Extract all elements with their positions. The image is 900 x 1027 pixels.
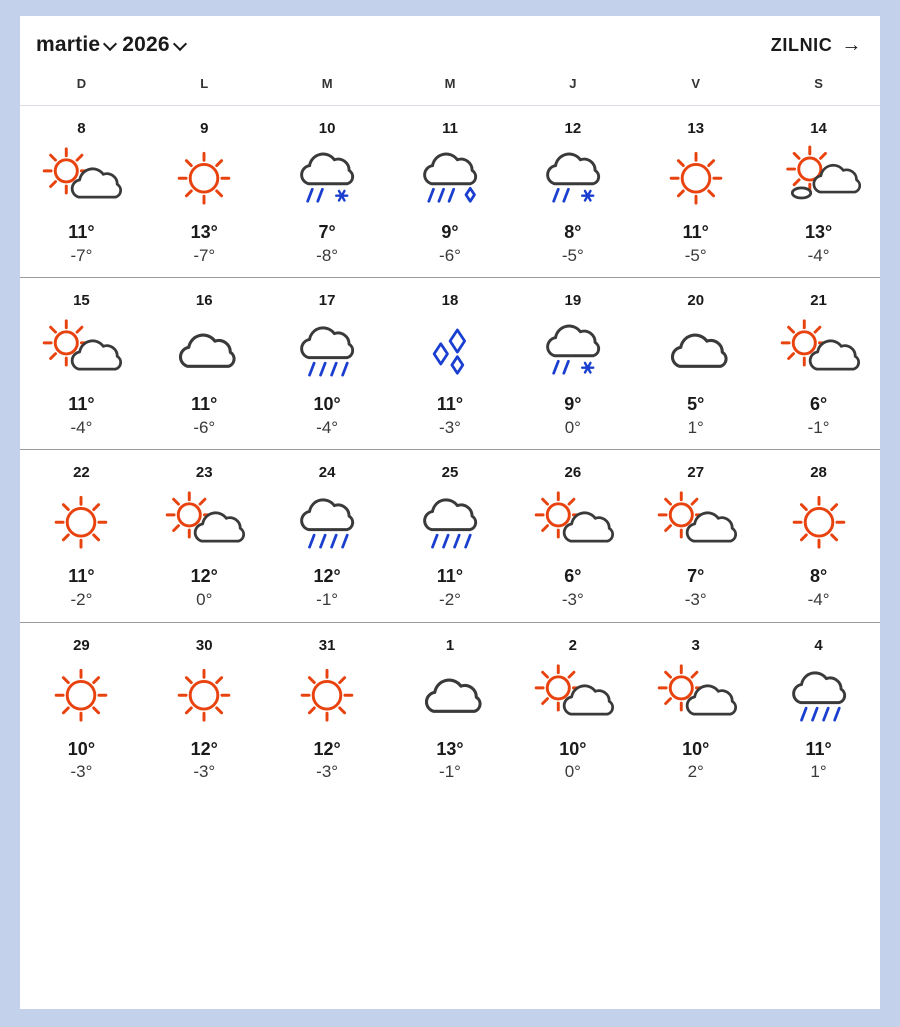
low-temperature: -2°: [70, 590, 93, 610]
sun-icon: [158, 660, 250, 736]
sun-icon: [650, 143, 742, 219]
weekday-label: D: [76, 76, 87, 91]
calendar-day-cell[interactable]: [389, 120, 512, 267]
high-temperature: 10°: [559, 738, 587, 759]
low-temperature: -4°: [807, 245, 830, 265]
sun-behind-cloud-low-icon: [773, 143, 865, 219]
day-temperatures: [314, 738, 341, 784]
cloud-rain-icon: [404, 487, 496, 563]
calendar-day-cell[interactable]: [143, 464, 266, 611]
daily-view-label: ZILNIC: [770, 34, 833, 55]
low-temperature: -1°: [316, 590, 339, 610]
high-temperature: 11°: [805, 738, 832, 759]
low-temperature: -3°: [193, 762, 216, 782]
calendar-day-cell[interactable]: [757, 637, 880, 784]
high-temperature: 11°: [191, 394, 218, 415]
high-temperature: 8°: [564, 222, 582, 242]
calendar-day-cell[interactable]: [143, 637, 266, 784]
day-number: 2: [568, 636, 578, 654]
calendar-day-cell[interactable]: [634, 292, 757, 439]
low-temperature: -7°: [70, 245, 93, 265]
day-temperatures: [437, 393, 463, 439]
day-temperatures: [439, 221, 461, 267]
low-temperature: -1°: [807, 417, 830, 437]
sun-behind-cloud-icon: [650, 660, 742, 736]
low-temperature: -4°: [807, 590, 830, 610]
year-dropdown[interactable]: [122, 33, 186, 57]
high-temperature: 12°: [313, 566, 341, 587]
low-temperature: -3°: [439, 417, 461, 437]
high-temperature: 7°: [687, 566, 705, 587]
low-temperature: -5°: [561, 245, 584, 265]
low-temperature: -7°: [193, 245, 216, 265]
weekday-label: J: [569, 76, 577, 91]
day-temperatures: [808, 565, 830, 611]
day-number: 30: [195, 636, 213, 654]
low-temperature: -6°: [193, 417, 216, 437]
calendar-day-cell[interactable]: [20, 637, 143, 784]
calendar-day-cell[interactable]: [757, 292, 880, 439]
calendar-week-row: [20, 623, 880, 794]
calendar-week-row: [20, 450, 880, 622]
sun-behind-cloud-icon: [35, 315, 127, 391]
day-number: 12: [564, 120, 582, 137]
day-temperatures: [191, 565, 218, 611]
day-number: 16: [195, 292, 213, 310]
high-temperature: 11°: [68, 566, 95, 587]
calendar-day-cell[interactable]: [511, 637, 634, 784]
high-temperature: 11°: [68, 394, 95, 415]
day-temperatures: [559, 738, 586, 784]
day-number: 13: [687, 120, 705, 137]
day-temperatures: [805, 738, 831, 784]
high-temperature: 11°: [436, 566, 464, 587]
weekday-label: M: [444, 76, 456, 91]
calendar-week-row: [20, 106, 880, 278]
day-temperatures: [564, 393, 581, 439]
low-temperature: -6°: [439, 245, 461, 265]
calendar-day-cell[interactable]: [389, 464, 512, 611]
calendar-day-cell[interactable]: [266, 637, 389, 784]
calendar-day-cell[interactable]: [143, 292, 266, 439]
day-temperatures: [562, 221, 584, 267]
day-temperatures: [685, 565, 707, 611]
day-number: 14: [810, 120, 827, 137]
high-temperature: 6°: [564, 566, 582, 587]
weekday-label: M: [321, 76, 333, 91]
low-temperature: 2°: [687, 762, 704, 782]
calendar-day-cell[interactable]: [634, 120, 757, 267]
calendar-day-cell[interactable]: [143, 120, 266, 267]
day-temperatures: [68, 393, 94, 439]
calendar-header: [20, 16, 880, 74]
cloud-icon: [404, 660, 496, 736]
calendar-day-cell[interactable]: [634, 637, 757, 784]
low-temperature: 1°: [810, 762, 827, 782]
day-number: 1: [445, 636, 455, 654]
low-temperature: -3°: [316, 762, 339, 782]
day-temperatures: [68, 738, 95, 784]
day-temperatures: [191, 738, 218, 784]
high-temperature: 12°: [313, 738, 341, 759]
calendar-day-cell[interactable]: [511, 120, 634, 267]
sun-behind-cloud-icon: [158, 487, 250, 563]
calendar-day-cell[interactable]: [511, 292, 634, 439]
sun-behind-cloud-icon: [650, 487, 742, 563]
day-number: 21: [810, 292, 827, 310]
month-label: martie: [36, 33, 101, 56]
day-number: 18: [441, 292, 459, 310]
weekday-label: L: [200, 76, 209, 91]
cloud-icon: [650, 315, 742, 391]
low-temperature: 0°: [196, 590, 213, 610]
calendar-day-cell[interactable]: [20, 120, 143, 267]
high-temperature: 7°: [318, 222, 336, 242]
high-temperature: 5°: [687, 394, 705, 415]
calendar-day-cell[interactable]: [266, 292, 389, 439]
day-temperatures: [68, 565, 94, 611]
weekday-header-row: [20, 74, 880, 106]
high-temperature: 9°: [564, 394, 582, 415]
sun-icon: [158, 143, 250, 219]
low-temperature: -3°: [561, 590, 584, 610]
high-temperature: 8°: [809, 566, 828, 587]
high-temperature: 10°: [313, 394, 341, 415]
calendar-day-cell[interactable]: [20, 292, 143, 439]
low-temperature: -4°: [316, 417, 339, 437]
day-temperatures: [314, 393, 341, 439]
daily-view-link[interactable]: [771, 35, 862, 56]
day-number: 24: [318, 464, 336, 482]
cloud-rain-snow-icon: [281, 143, 373, 219]
sun-behind-cloud-icon: [527, 660, 619, 736]
low-temperature: -2°: [439, 590, 461, 610]
calendar-day-cell[interactable]: [389, 292, 512, 439]
day-temperatures: [682, 738, 709, 784]
high-temperature: 12°: [190, 738, 218, 759]
calendar-day-cell[interactable]: [511, 464, 634, 611]
calendar-day-cell[interactable]: [20, 464, 143, 611]
low-temperature: -3°: [70, 762, 93, 782]
sun-icon: [773, 487, 865, 563]
day-temperatures: [683, 221, 709, 267]
day-temperatures: [436, 738, 463, 784]
day-number: 31: [318, 636, 336, 654]
day-temperatures: [808, 393, 830, 439]
day-number: 29: [73, 636, 90, 654]
day-temperatures: [437, 565, 463, 611]
calendar-day-cell[interactable]: [389, 637, 512, 784]
high-temperature: 13°: [190, 222, 218, 242]
day-number: 23: [195, 464, 213, 482]
cloud-icon: [158, 315, 250, 391]
day-temperatures: [314, 565, 341, 611]
low-temperature: 1°: [687, 417, 704, 437]
high-temperature: 13°: [804, 222, 833, 242]
sleet-icon: [404, 315, 496, 391]
day-number: 28: [810, 464, 827, 482]
sun-behind-cloud-icon: [773, 315, 865, 391]
sun-icon: [281, 660, 373, 736]
day-number: 15: [73, 292, 90, 310]
month-dropdown[interactable]: [36, 33, 116, 57]
high-temperature: 12°: [190, 566, 218, 587]
day-temperatures: [191, 221, 218, 267]
low-temperature: -5°: [684, 245, 707, 265]
cloud-rain-snow-icon: [527, 143, 619, 219]
low-temperature: 0°: [564, 762, 581, 782]
high-temperature: 13°: [436, 738, 464, 759]
day-number: 22: [73, 464, 90, 482]
chevron-down-icon: [175, 38, 186, 49]
day-number: 20: [687, 292, 705, 310]
high-temperature: 6°: [809, 394, 828, 415]
day-temperatures: [562, 565, 584, 611]
low-temperature: -4°: [70, 417, 93, 437]
year-label: 2026: [122, 33, 170, 56]
day-number: 17: [318, 292, 336, 310]
low-temperature: -3°: [684, 590, 707, 610]
day-temperatures: [316, 221, 338, 267]
weekday-label: V: [691, 76, 701, 91]
day-number: 26: [564, 464, 582, 482]
day-number: 8: [77, 120, 86, 137]
day-number: 4: [814, 636, 823, 654]
day-number: 19: [564, 292, 582, 310]
day-number: 25: [441, 464, 459, 482]
day-temperatures: [805, 221, 832, 267]
sun-icon: [35, 660, 127, 736]
cloud-rain-icon: [281, 487, 373, 563]
high-temperature: 11°: [682, 222, 709, 242]
day-number: 3: [691, 636, 700, 654]
day-number: 27: [687, 464, 705, 482]
cloud-rain-sleet-icon: [404, 143, 496, 219]
sun-behind-cloud-icon: [35, 143, 127, 219]
cloud-rain-icon: [773, 660, 865, 736]
high-temperature: 11°: [436, 394, 464, 415]
high-temperature: 11°: [68, 222, 95, 242]
day-number: 9: [200, 120, 209, 137]
calendar-day-cell[interactable]: [266, 464, 389, 611]
chevron-down-icon: [105, 38, 116, 49]
calendar-day-cell[interactable]: [634, 464, 757, 611]
high-temperature: 10°: [682, 738, 710, 759]
high-temperature: 9°: [441, 222, 459, 242]
low-temperature: 0°: [564, 417, 581, 437]
day-number: 11: [442, 120, 458, 137]
calendar-weeks: [20, 106, 880, 794]
day-temperatures: [68, 221, 94, 267]
cloud-rain-icon: [281, 315, 373, 391]
day-temperatures: [687, 393, 704, 439]
cloud-rain-snow-icon: [527, 315, 619, 391]
day-temperatures: [191, 393, 217, 439]
calendar-card: [20, 16, 880, 1009]
calendar-day-cell[interactable]: [757, 120, 880, 267]
arrow-right-icon: →: [841, 34, 862, 56]
high-temperature: 10°: [67, 738, 96, 759]
day-number: 10: [318, 120, 336, 137]
calendar-week-row: [20, 278, 880, 450]
calendar-day-cell[interactable]: [266, 120, 389, 267]
calendar-day-cell[interactable]: [757, 464, 880, 611]
low-temperature: -8°: [316, 245, 339, 265]
sun-behind-cloud-icon: [527, 487, 619, 563]
low-temperature: -1°: [439, 762, 461, 782]
sun-icon: [35, 487, 127, 563]
month-year-selector[interactable]: [36, 33, 186, 57]
weekday-label: S: [814, 76, 823, 91]
